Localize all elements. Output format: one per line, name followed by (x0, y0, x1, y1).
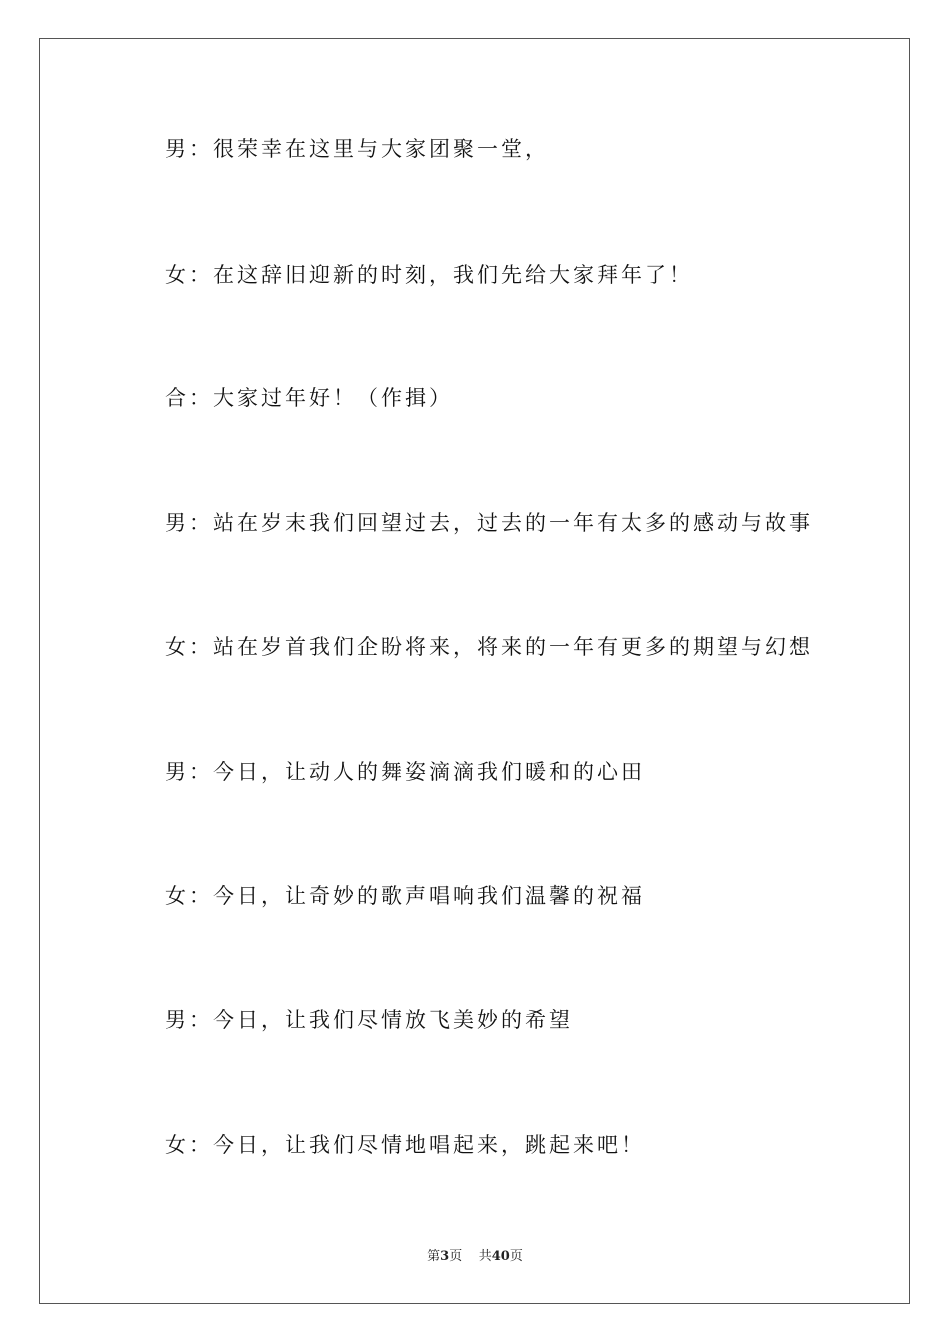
dialogue-line-8: 男：今日，让我们尽情放飞美妙的希望 (165, 1008, 573, 1032)
footer-page-prefix: 第 (427, 1249, 441, 1264)
dialogue-line-9: 女：今日，让我们尽情地唱起来，跳起来吧！ (165, 1133, 645, 1157)
page-footer (0, 1248, 950, 1266)
dialogue-line-3: 合：大家过年好！（作揖） (165, 386, 453, 410)
footer-page-number: 3 (440, 1249, 450, 1264)
dialogue-line-7: 女：今日，让奇妙的歌声唱响我们温馨的祝福 (165, 884, 645, 908)
dialogue-line-2: 女：在这辞旧迎新的时刻，我们先给大家拜年了！ (165, 263, 693, 287)
footer-total-suffix: 页 (509, 1249, 523, 1264)
page-border (39, 38, 910, 1304)
footer-total-prefix: 共 (478, 1249, 492, 1264)
dialogue-line-4: 男：站在岁末我们回望过去，过去的一年有太多的感动与故事 (165, 511, 813, 535)
dialogue-line-6: 男：今日，让动人的舞姿滴滴我们暖和的心田 (165, 760, 645, 784)
footer-page-suffix: 页 (449, 1249, 463, 1264)
dialogue-line-1: 男：很荣幸在这里与大家团聚一堂， (165, 137, 549, 161)
footer-total-pages: 40 (491, 1249, 510, 1264)
dialogue-line-5: 女：站在岁首我们企盼将来，将来的一年有更多的期望与幻想 (165, 635, 813, 659)
